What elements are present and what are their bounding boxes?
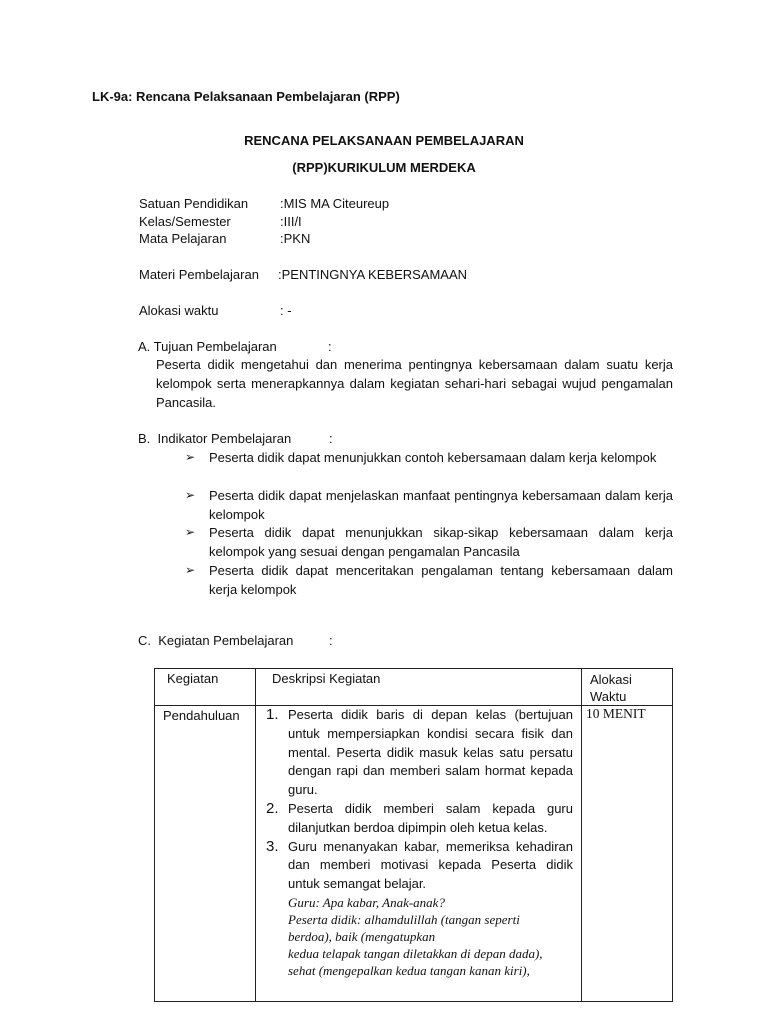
section-c-heading: C. Kegiatan Pembelajaran: [138, 633, 294, 648]
header-alokasi-line1: Alokasi: [590, 672, 632, 687]
dialog-line: berdoa), baik (mengatupkan: [288, 928, 436, 944]
step-text: Guru menanyakan kabar, memeriksa kehadiran dan memberi motivasi kepada Peserta didik untuk semangat belajar.: [288, 838, 573, 892]
alokasi-value: : -: [280, 303, 292, 318]
indicator-text: Peserta didik dapat menunjukkan contoh kebersamaan dalam kerja kelompok: [209, 450, 657, 465]
satuan-value: :MIS MA Citeureup: [280, 196, 390, 211]
mapel-value: :PKN: [280, 231, 311, 246]
dialog-line: kedua telapak tangan diletakkan di depan dada),: [288, 945, 543, 961]
list-item: [262, 838, 573, 894]
kelas-label: Kelas/Semester: [139, 214, 231, 229]
section-b-heading: B. Indikator Pembelajaran: [138, 431, 292, 446]
step-text: Peserta didik baris di depan kelas (bertujuan untuk mempersiapkan kondisi secara fisik dan mental. Peserta didik masuk kelas satu persatu dengan rapi dan memberi salam hormat kepada guru.: [288, 707, 573, 798]
cell-kegiatan: Pendahuluan: [155, 706, 256, 1002]
dialog-line: sehat (mengepalkan kedua tangan kanan kiri),: [288, 962, 530, 978]
table-row: [155, 706, 673, 1002]
indicator-item: [185, 486, 673, 524]
kelas-value: :III/I: [280, 214, 302, 229]
indicator-item: [185, 561, 673, 599]
arrow-bullet-icon: ➢: [185, 563, 196, 577]
list-item: [262, 800, 573, 838]
arrow-bullet-icon: ➢: [185, 488, 196, 502]
arrow-bullet-icon: ➢: [185, 450, 196, 464]
indicator-text: Peserta didik dapat menjelaskan manfaat pentingnya kebersamaan dalam kerja kelompok: [209, 488, 673, 522]
cell-alokasi: 10 MENIT: [582, 706, 673, 1002]
section-a-colon: :: [328, 339, 332, 354]
header-alokasi: [582, 669, 673, 706]
section-a-text: Peserta didik mengetahui dan menerima pentingnya kebersamaan dalam suatu kerja kelompok serta menerapkannya dalam kegiatan sehari-hari sebagai wujud pengamalan Pancasila.: [156, 357, 673, 410]
alokasi-label: Alokasi waktu: [139, 303, 219, 318]
arrow-bullet-icon: ➢: [185, 525, 196, 539]
indicator-text: Peserta didik dapat menunjukkan sikap-sikap kebersamaan dalam kerja kelompok yang sesuai dengan pengamalan Pancasila: [209, 525, 673, 559]
document-title-line2: (RPP)KURIKULUM MERDEKA: [292, 160, 476, 175]
list-item: [262, 706, 573, 800]
document-label: LK-9a: Rencana Pelaksanaan Pembelajaran (RPP): [92, 89, 400, 104]
section-a-heading: A. Tujuan Pembelajaran: [138, 339, 277, 354]
satuan-label: Satuan Pendidikan: [139, 196, 249, 211]
mapel-label: Mata Pelajaran: [139, 231, 227, 246]
dialog-line: Peserta didik: alhamdulillah (tangan seperti: [288, 911, 520, 927]
section-c-colon: :: [329, 633, 333, 648]
indicator-item: [185, 448, 673, 467]
indicator-item: [185, 523, 673, 561]
header-deskripsi: Deskripsi Kegiatan: [256, 669, 582, 706]
step-text: Peserta didik memberi salam kepada guru dilanjutkan berdoa dipimpin oleh ketua kelas.: [288, 800, 573, 835]
section-b-colon: :: [329, 431, 333, 446]
cell-deskripsi: [256, 706, 582, 1002]
materi-value: :PENTINGNYA KEBERSAMAAN: [278, 267, 468, 282]
indicator-text: Peserta didik dapat menceritakan pengalaman tentang kebersamaan dalam kerja kelompok: [209, 563, 673, 597]
document-title-line1: RENCANA PELAKSANAAN PEMBELAJARAN: [244, 133, 524, 148]
table-header-row: [155, 669, 673, 706]
header-alokasi-line2: Waktu: [590, 689, 627, 704]
dialog-line: Guru: Apa kabar, Anak-anak?: [288, 894, 445, 910]
list-number: 1.: [266, 706, 279, 723]
list-number: 2.: [266, 799, 279, 817]
header-kegiatan: Kegiatan: [155, 669, 256, 706]
materi-label: Materi Pembelajaran: [139, 267, 259, 282]
list-number: 3.: [266, 837, 279, 855]
kegiatan-table: [154, 668, 673, 1002]
